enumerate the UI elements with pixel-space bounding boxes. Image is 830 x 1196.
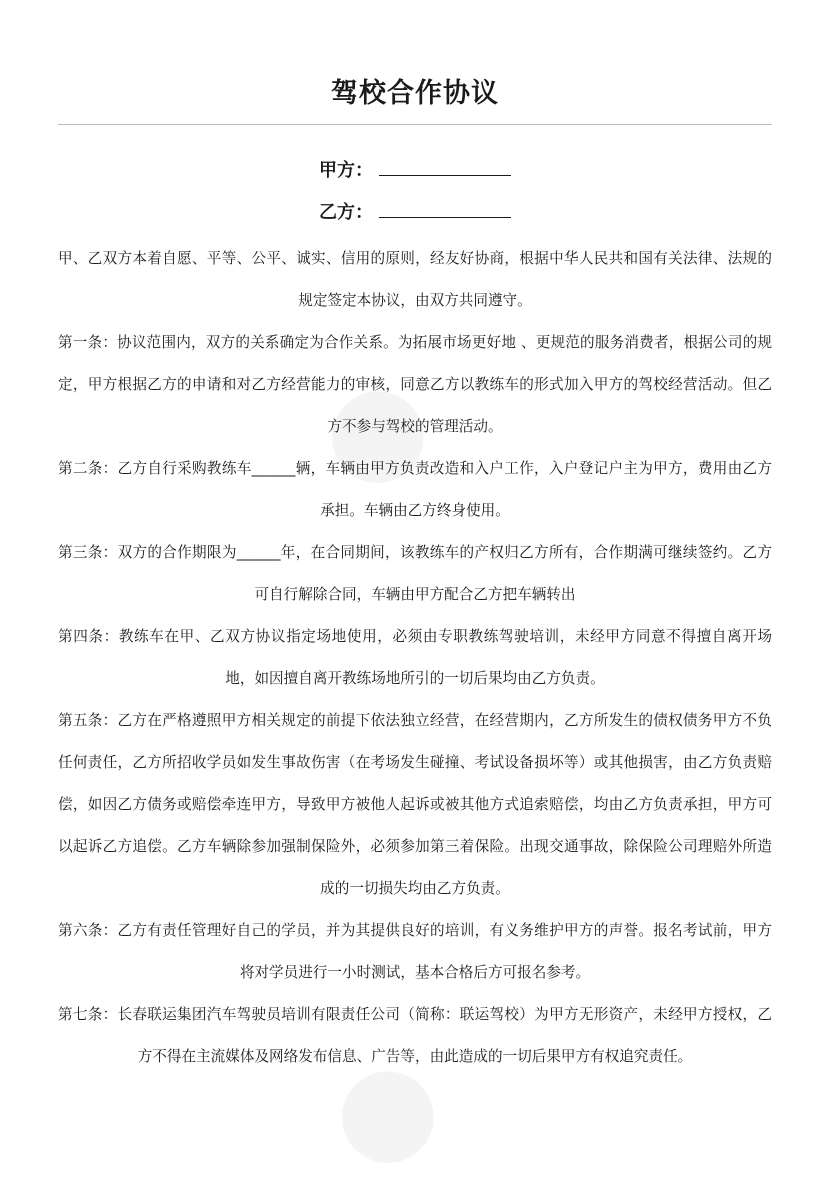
- article-2: 第二条：乙方自行采购教练车______辆，车辆由甲方负责改造和入户工作，入户登记户主为甲方，费用由乙方承担。车辆由乙方终身使用。: [58, 460, 772, 519]
- agreement-body: [58, 238, 772, 1078]
- title-divider: [58, 124, 772, 125]
- article-4: 第四条：教练车在甲、乙双方协议指定场地使用，必须由专职教练驾驶培训，未经甲方同意不得擅自离开场地，如因擅自离开教练场地所引的一切后果均由乙方负责。: [58, 628, 772, 687]
- preamble: 甲、乙双方本着自愿、平等、公平、诚实、信用的原则，经友好协商，根据中华人民共和国有关法律、法规的规定签定本协议，由双方共同遵守。: [58, 250, 772, 309]
- party-a-label: 甲方：: [319, 160, 373, 181]
- party-b-blank: [379, 199, 511, 218]
- article-5: 第五条：乙方在严格遵照甲方相关规定的前提下依法独立经营，在经营期内，乙方所发生的债权债务甲方不负任何责任，乙方所招收学员如发生事故伤害（在考场发生碰撞、考试设备损坏等）或其他损害，由乙方负责赔偿，如因乙方债务或赔偿牵连甲方，导致甲方被他人起诉或被其他方式追索赔偿，均由乙方负责承担，甲方可以起诉乙方追偿。乙方车辆除参加强制保险外，必须参加第三着保险。出现交通事故，除保险公司理赔外所造成的一切损失均由乙方负责。: [58, 712, 772, 897]
- party-b-label: 乙方：: [319, 202, 373, 223]
- party-b-line: [0, 198, 830, 228]
- article-6: 第六条：乙方有责任管理好自己的学员，并为其提供良好的培训，有义务维护甲方的声誉。报名考试前，甲方将对学员进行一小时测试，基本合格后方可报名参考。: [58, 922, 772, 981]
- document-title: 驾校合作协议: [331, 78, 499, 109]
- article-3: 第三条：双方的合作期限为______年，在合同期间，该教练车的产权归乙方所有，合作期满可继续签约。乙方可自行解除合同，车辆由甲方配合乙方把车辆转出: [58, 544, 772, 603]
- article-1: 第一条：协议范围内，双方的关系确定为合作关系。为拓展市场更好地 、更规范的服务消费者，根据公司的规定，甲方根据乙方的申请和对乙方经营能力的审核，同意乙方以教练车的形式加入甲方的驾校经营活动。但乙方不参与驾校的管理活动。: [58, 334, 772, 435]
- party-a-blank: [379, 157, 511, 176]
- party-a-line: [0, 156, 830, 186]
- article-7: 第七条：长春联运集团汽车驾驶员培训有限责任公司（简称：联运驾校）为甲方无形资产，未经甲方授权，乙方不得在主流媒体及网络发布信息、广告等，由此造成的一切后果甲方有权追究责任。: [58, 1006, 772, 1065]
